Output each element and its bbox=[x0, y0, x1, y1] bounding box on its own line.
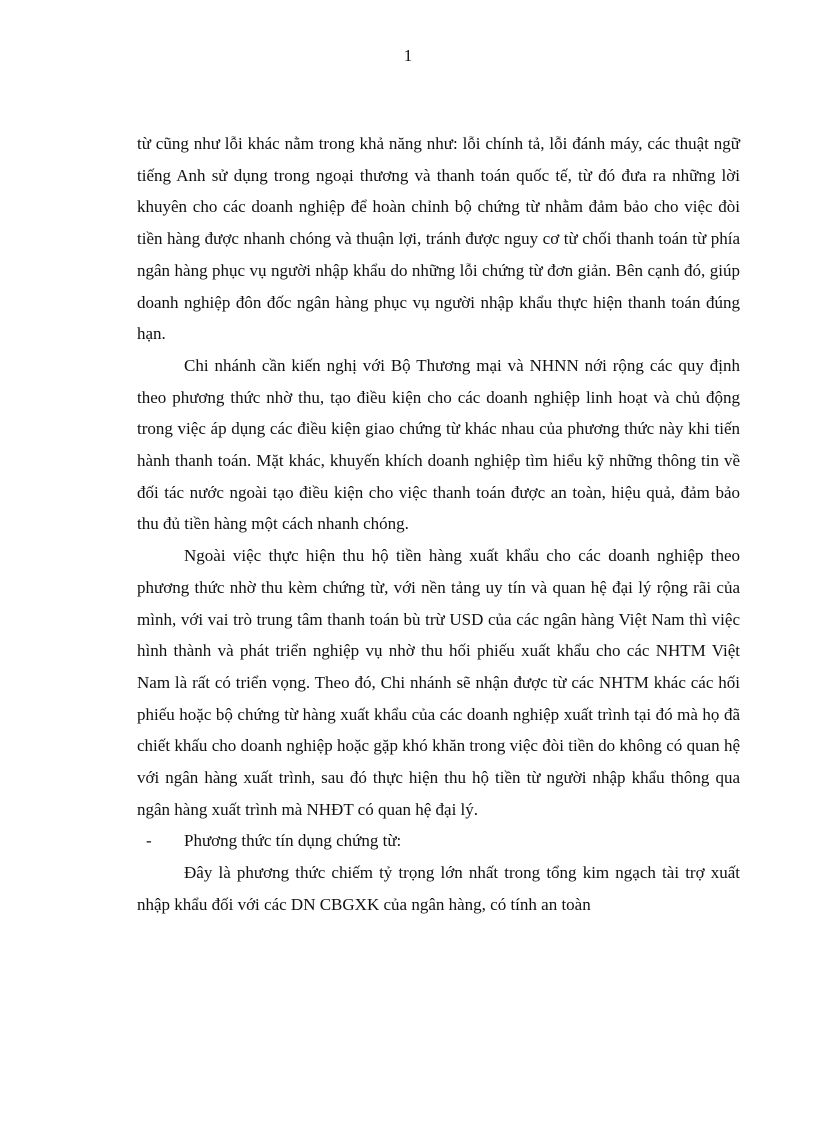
bullet-marker: - bbox=[146, 831, 152, 851]
paragraph-documentary-credit: Đây là phương thức chiếm tỷ trọng lớn nhất trong tổng kim ngạch tài trợ xuất nhập khẩu đối với các DN CBGXK của ngân hàng, có tính an toàn bbox=[137, 863, 740, 914]
paragraph-export-collection: Ngoài việc thực hiện thu hộ tiền hàng xuất khẩu cho các doanh nghiệp theo phương thức nhờ thu kèm chứng từ, với nền tảng uy tín và quan hệ đại lý rộng rãi của mình, với vai trò trung tâm thanh toán bù trừ USD của các ngân hàng Việt Nam thì việc hình thành và phát triển nghiệp vụ nhờ thu hối phiếu xuất khẩu cho các NHTM Việt Nam là rất có triển vọng. Theo đó, Chi nhánh sẽ nhận được từ các NHTM khác các hối phiếu hoặc bộ chứng từ hàng xuất khẩu của các doanh nghiệp xuất trình tại đó mà họ đã chiết khấu cho doanh nghiệp hoặc gặp khó khăn trong việc đòi tiền do không có quan hệ với ngân hàng xuất trình, sau đó thực hiện thu hộ tiền từ người nhập khẩu thông qua ngân hàng xuất trình mà NHĐT có quan hệ đại lý. bbox=[137, 546, 740, 819]
bullet-text: Phương thức tín dụng chứng từ: bbox=[184, 831, 402, 851]
page-number: 1 bbox=[403, 46, 413, 65]
paragraph-collection-recommendation: Chi nhánh cần kiến nghị với Bộ Thương mại và NHNN nới rộng các quy định theo phương thức nhờ thu, tạo điều kiện cho các doanh nghiệp linh hoạt và chủ động trong việc áp dụng các điều kiện giao chứng từ khác nhau của phương thức này khi tiến hành thanh toán. Mặt khác, khuyến khích doanh nghiệp tìm hiểu kỹ những thông tin về đối tác nước ngoài tạo điều kiện cho việc thanh toán được an toàn, hiệu quả, đảm bảo thu đủ tiền hàng một cách nhanh chóng. bbox=[137, 355, 740, 534]
document-body bbox=[137, 128, 740, 921]
paragraph-continued: từ cũng như lỗi khác nằm trong khả năng như: lỗi chính tả, lỗi đánh máy, các thuật ngữ tiếng Anh sử dụng trong ngoại thương và thanh toán quốc tế, từ đó đưa ra những lời khuyên cho các doanh nghiệp để hoàn chỉnh bộ chứng từ nhằm đảm bảo cho việc đòi tiền hàng được nhanh chóng và thuận lợi, tránh được nguy cơ từ chối thanh toán từ phía ngân hàng phục vụ người nhập khẩu do những lỗi chứng từ đơn giản. Bên cạnh đó, giúp doanh nghiệp đôn đốc ngân hàng phục vụ người nhập khẩu thực hiện thanh toán đúng hạn. bbox=[137, 134, 740, 344]
bullet-item-documentary-credit bbox=[137, 825, 740, 857]
